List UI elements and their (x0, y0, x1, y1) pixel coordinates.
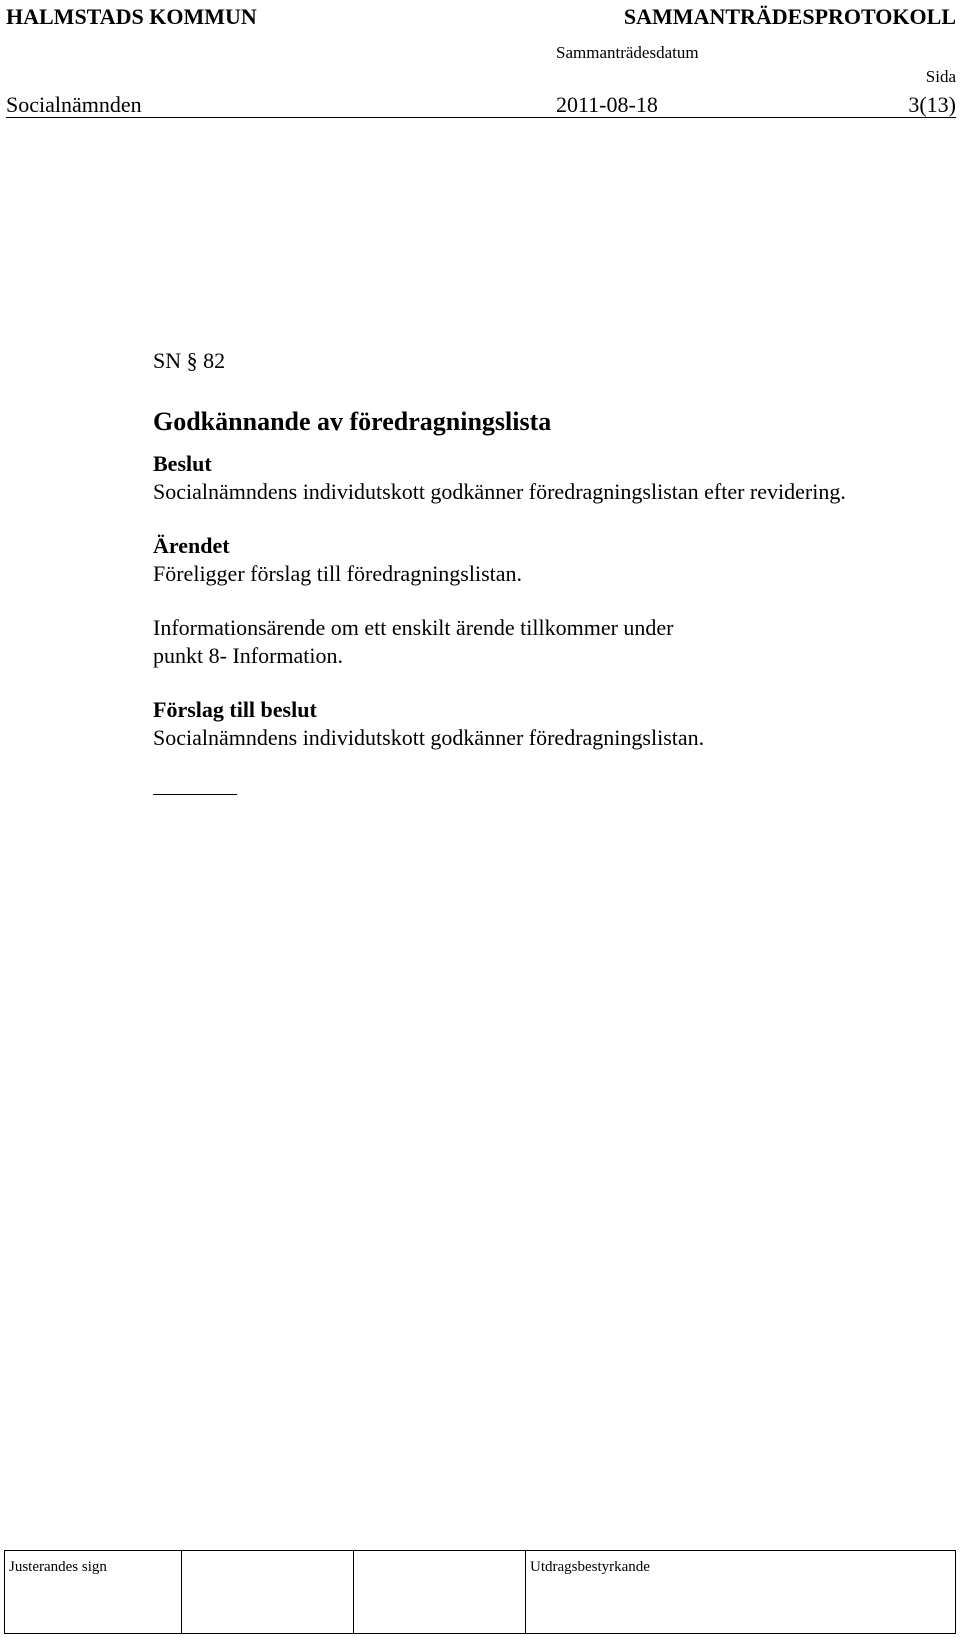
document-type: SAMMANTRÄDESPROTOKOLL (623, 4, 956, 29)
page-label: Sida (925, 67, 956, 86)
end-divider (153, 794, 237, 795)
committee-name: Socialnämnden (6, 92, 142, 117)
matter-text: Föreligger förslag till föredragningslistan. (153, 561, 523, 586)
section-title: Godkännande av föredragningslista (153, 407, 552, 436)
signature-cell (5, 1551, 182, 1634)
signature-box-2 (354, 1551, 526, 1634)
signature-table (4, 1550, 956, 1634)
info-text-line-1: Informationsärende om ett enskilt ärende tillkommer under (153, 615, 674, 640)
signature-box-1 (182, 1551, 354, 1634)
matter-heading: Ärendet (153, 533, 230, 558)
extract-label: Utdragsbestyrkande (530, 1559, 650, 1575)
signature-label: Justerandes sign (9, 1559, 107, 1575)
proposal-text: Socialnämndens individutskott godkänner föredragningslistan. (153, 725, 705, 750)
header-divider (6, 117, 956, 118)
proposal-heading: Förslag till beslut (153, 697, 317, 722)
info-text-line-2: punkt 8- Information. (153, 643, 344, 668)
decision-text: Socialnämndens individutskott godkänner föredragningslistan efter revidering. (153, 479, 846, 504)
extract-cell (526, 1551, 956, 1634)
paragraph-id: SN § 82 (153, 348, 226, 373)
protocol-content (153, 346, 953, 795)
meeting-date-label: Sammanträdesdatum (556, 43, 699, 62)
organization-name: HALMSTADS KOMMUN (6, 4, 257, 29)
meeting-date: 2011-08-18 (556, 92, 658, 117)
page-number: 3(13) (908, 92, 956, 117)
decision-heading: Beslut (153, 451, 212, 476)
